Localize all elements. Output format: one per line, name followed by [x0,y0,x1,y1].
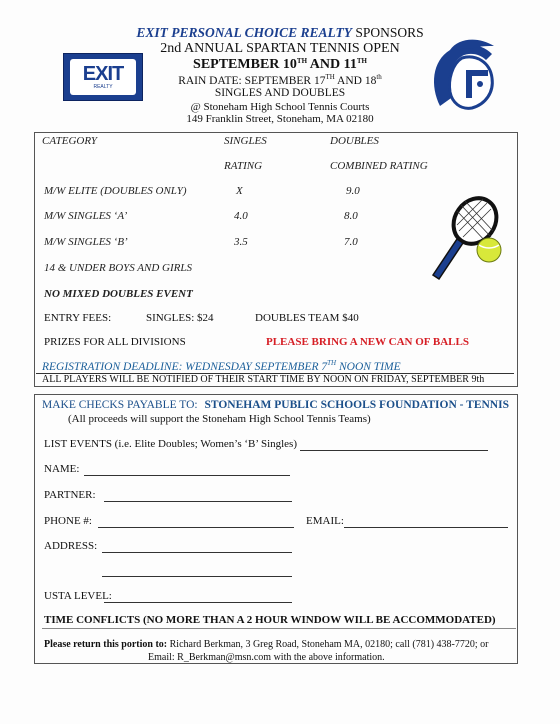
sponsor-line [0,25,560,41]
tennis-racket-ball-icon [425,195,505,287]
address-field-line1[interactable] [102,552,292,553]
doubles-rating: 9.0 [346,185,360,197]
entry-singles-fee: SINGLES: $24 [146,312,214,324]
proceeds-note: (All proceeds will support the Stoneham High School Tennis Teams) [68,413,371,425]
phone-label: PHONE #: [44,515,92,527]
notify-notice: ALL PLAYERS WILL BE NOTIFIED OF THEIR START TIME BY NOON ON FRIDAY, SEPTEMBER 9th [42,374,485,385]
singles-rating: 3.5 [234,236,248,248]
checks-label: MAKE CHECKS PAYABLE TO: [42,399,198,411]
col-singles-rating: RATING [224,160,263,172]
checks-payable [42,399,509,411]
logo-sub: REALTY [93,84,113,90]
venue: @ Stoneham High School Tennis Courts [190,101,370,113]
email-field[interactable] [344,527,508,528]
name-field[interactable] [84,475,290,476]
sponsor-word: SPONSORS [355,25,424,40]
return-email: Email: R_Berkman@msn.com with the above information. [148,652,385,663]
event-title: 2nd ANNUAL SPARTAN TENNIS OPEN [160,41,400,56]
venue-address: 149 Franklin Street, Stoneham, MA 02180 [186,113,374,125]
registration-deadline: REGISTRATION DEADLINE: WEDNESDAY SEPTEMBER 7TH NOON TIME [42,359,401,373]
usta-label: USTA LEVEL: [44,590,112,602]
col-singles: SINGLES [224,135,267,147]
list-events-field[interactable] [300,450,488,451]
category-name: M/W SINGLES ‘A’ [44,210,128,222]
address-field-line2[interactable] [102,576,292,577]
email-label: EMAIL: [306,515,344,527]
event-format: SINGLES AND DOUBLES [214,87,346,99]
entry-fees-label: ENTRY FEES: [44,312,112,324]
doubles-rating: 8.0 [344,210,358,222]
return-divider [42,628,516,630]
col-doubles-rating: COMBINED RATING [330,160,428,172]
return-instructions [44,639,488,650]
partner-label: PARTNER: [44,489,96,501]
juniors-category: 14 & UNDER BOYS AND GIRLS [44,262,192,274]
return-label: Please return this portion to: [44,639,168,650]
balls-notice: PLEASE BRING A NEW CAN OF BALLS [266,336,469,348]
usta-field[interactable] [104,602,292,603]
singles-rating: X [236,185,243,197]
sponsor-name: EXIT PERSONAL CHOICE REALTY [136,25,352,40]
doubles-rating: 7.0 [344,236,358,248]
rain-date: RAIN DATE: SEPTEMBER 17TH AND 18th [178,73,382,87]
singles-rating: 4.0 [234,210,248,222]
prizes-notice: PRIZES FOR ALL DIVISIONS [44,336,186,348]
phone-field[interactable] [98,527,294,528]
col-doubles: DOUBLES [330,135,379,147]
entry-doubles-fee: DOUBLES TEAM $40 [255,312,359,324]
name-label: NAME: [44,463,80,475]
address-label: ADDRESS: [44,540,98,552]
logo-mark: EXIT [82,63,124,85]
category-name: M/W SINGLES ‘B’ [44,236,128,248]
checks-payee: STONEHAM PUBLIC SCHOOLS FOUNDATION - TENNIS [204,399,509,411]
event-dates: SEPTEMBER 10TH AND 11TH [193,57,367,72]
partner-field[interactable] [104,501,292,502]
no-mixed-notice: NO MIXED DOUBLES EVENT [44,288,193,300]
list-events-label: LIST EVENTS (i.e. Elite Doubles; Women’s ‘B’ Singles) [44,438,298,450]
time-conflicts-notice: TIME CONFLICTS (NO MORE THAN A 2 HOUR WINDOW WILL BE ACCOMMODATED) [44,614,496,626]
category-name: M/W ELITE (DOUBLES ONLY) [44,185,187,197]
col-category: CATEGORY [42,135,98,147]
return-text: Richard Berkman, 3 Greg Road, Stoneham MA, 02180; call (781) 438-7720; or [167,639,489,650]
